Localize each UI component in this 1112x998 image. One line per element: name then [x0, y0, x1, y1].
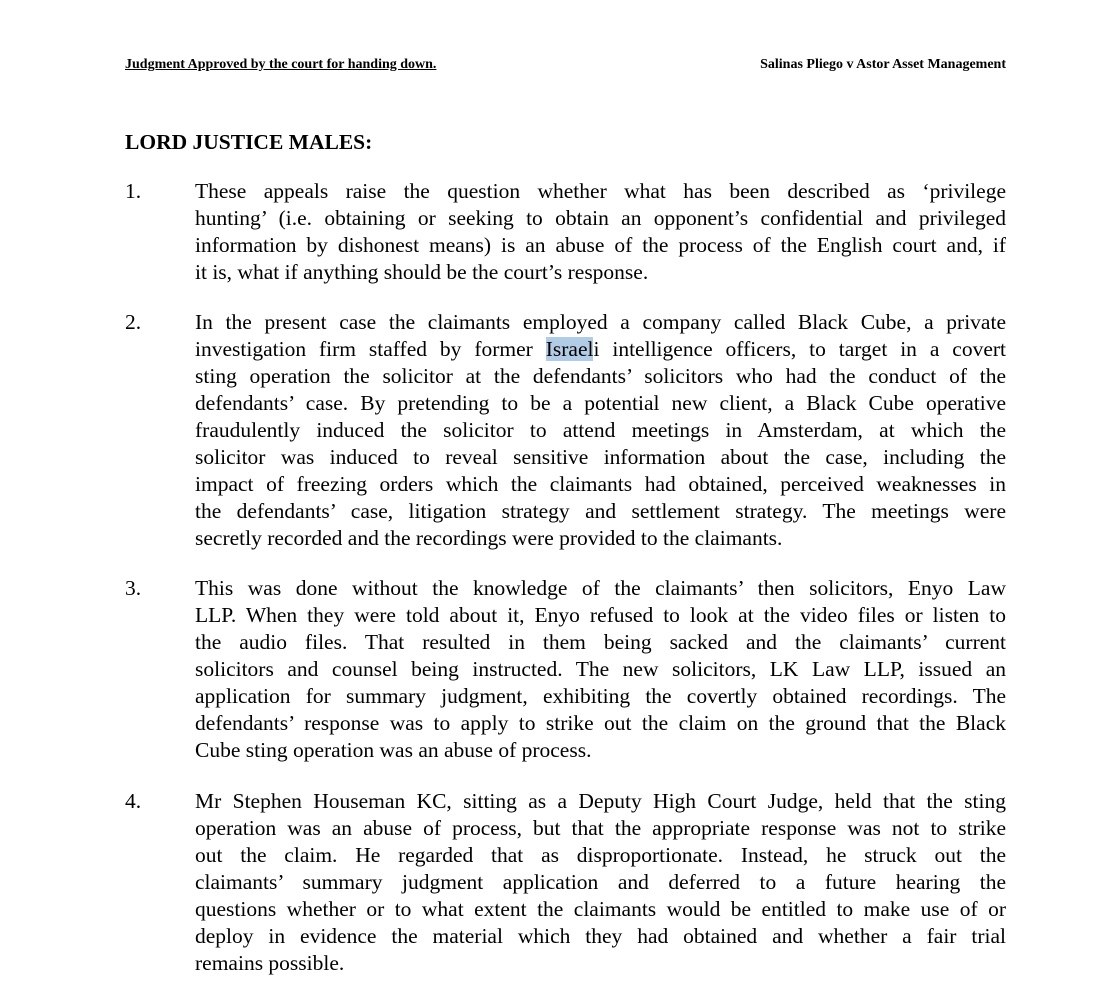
- text-line: defendants’ case. By pretending to be a potential new client, a Black Cube operative: [195, 391, 1006, 415]
- paragraph-number: 1.: [125, 179, 142, 203]
- text-before-selection: investigation firm staffed by former: [195, 337, 546, 361]
- text-line: application for summary judgment, exhibiting the covertly obtained recordings. The: [195, 684, 1006, 708]
- text-line: solicitors and counsel being instructed. The new solicitors, LK Law LLP, issued an: [195, 657, 1006, 681]
- text-line: In the present case the claimants employed a company called Black Cube, a private: [195, 310, 1006, 334]
- text-line: operation was an abuse of process, but that the appropriate response was not to strike: [195, 816, 1006, 840]
- text-line: These appeals raise the question whether what has been described as ‘privilege: [195, 179, 1006, 203]
- text-line: LLP. When they were told about it, Enyo refused to look at the video files or listen to: [195, 603, 1006, 627]
- text-line: out the claim. He regarded that as disproportionate. Instead, he struck out the: [195, 843, 1006, 867]
- text-line: claimants’ summary judgment application and deferred to a future hearing the: [195, 870, 1006, 894]
- judge-heading: LORD JUSTICE MALES:: [125, 130, 373, 154]
- text-line: fraudulently induced the solicitor to attend meetings in Amsterdam, at which the: [195, 418, 1006, 442]
- text-line: the defendants’ case, litigation strategy and settlement strategy. The meetings were: [195, 499, 1006, 523]
- text-line: remains possible.: [195, 951, 345, 975]
- text-line: sting operation the solicitor at the defendants’ solicitors who had the conduct of the: [195, 364, 1006, 388]
- paragraph-text[interactable]: [195, 178, 1006, 286]
- text-line-with-selection: [195, 336, 1006, 363]
- paragraph-number: 3.: [125, 576, 142, 600]
- selected-text[interactable]: Israel: [545, 337, 594, 361]
- text-line: solicitor was induced to reveal sensitive information about the case, including the: [195, 445, 1006, 469]
- text-line: Cube sting operation was an abuse of process.: [195, 738, 592, 762]
- paragraph-number: 4.: [125, 789, 142, 813]
- text-line: hunting’ (i.e. obtaining or seeking to obtain an opponent’s confidential and privileged: [195, 206, 1006, 230]
- text-line: deploy in evidence the material which they had obtained and whether a fair trial: [195, 924, 1006, 948]
- text-line: defendants’ response was to apply to strike out the claim on the ground that the Black: [195, 711, 1006, 735]
- text-line: This was done without the knowledge of the claimants’ then solicitors, Enyo Law: [195, 576, 1006, 600]
- text-line: impact of freezing orders which the claimants had obtained, perceived weaknesses in: [195, 472, 1006, 496]
- text-line: Mr Stephen Houseman KC, sitting as a Deputy High Court Judge, held that the sting: [195, 789, 1006, 813]
- paragraph-number: 2.: [125, 310, 142, 334]
- text-line: secretly recorded and the recordings were provided to the claimants.: [195, 526, 783, 550]
- header-approval-note: Judgment Approved by the court for handing down.: [125, 57, 437, 72]
- paragraph-text[interactable]: [195, 788, 1006, 977]
- text-line: questions whether or to what extent the claimants would be entitled to make use of or: [195, 897, 1006, 921]
- header-case-name: Salinas Pliego v Astor Asset Management: [760, 57, 1006, 72]
- text-after-selection: i intelligence officers, to target in a covert: [593, 337, 1006, 361]
- text-line: the audio files. That resulted in them being sacked and the claimants’ current: [195, 630, 1006, 654]
- text-line: information by dishonest means) is an abuse of the process of the English court and, if: [195, 233, 1006, 257]
- paragraph-text[interactable]: [195, 309, 1006, 552]
- paragraph-text[interactable]: [195, 575, 1006, 764]
- text-line: it is, what if anything should be the court’s response.: [195, 260, 649, 284]
